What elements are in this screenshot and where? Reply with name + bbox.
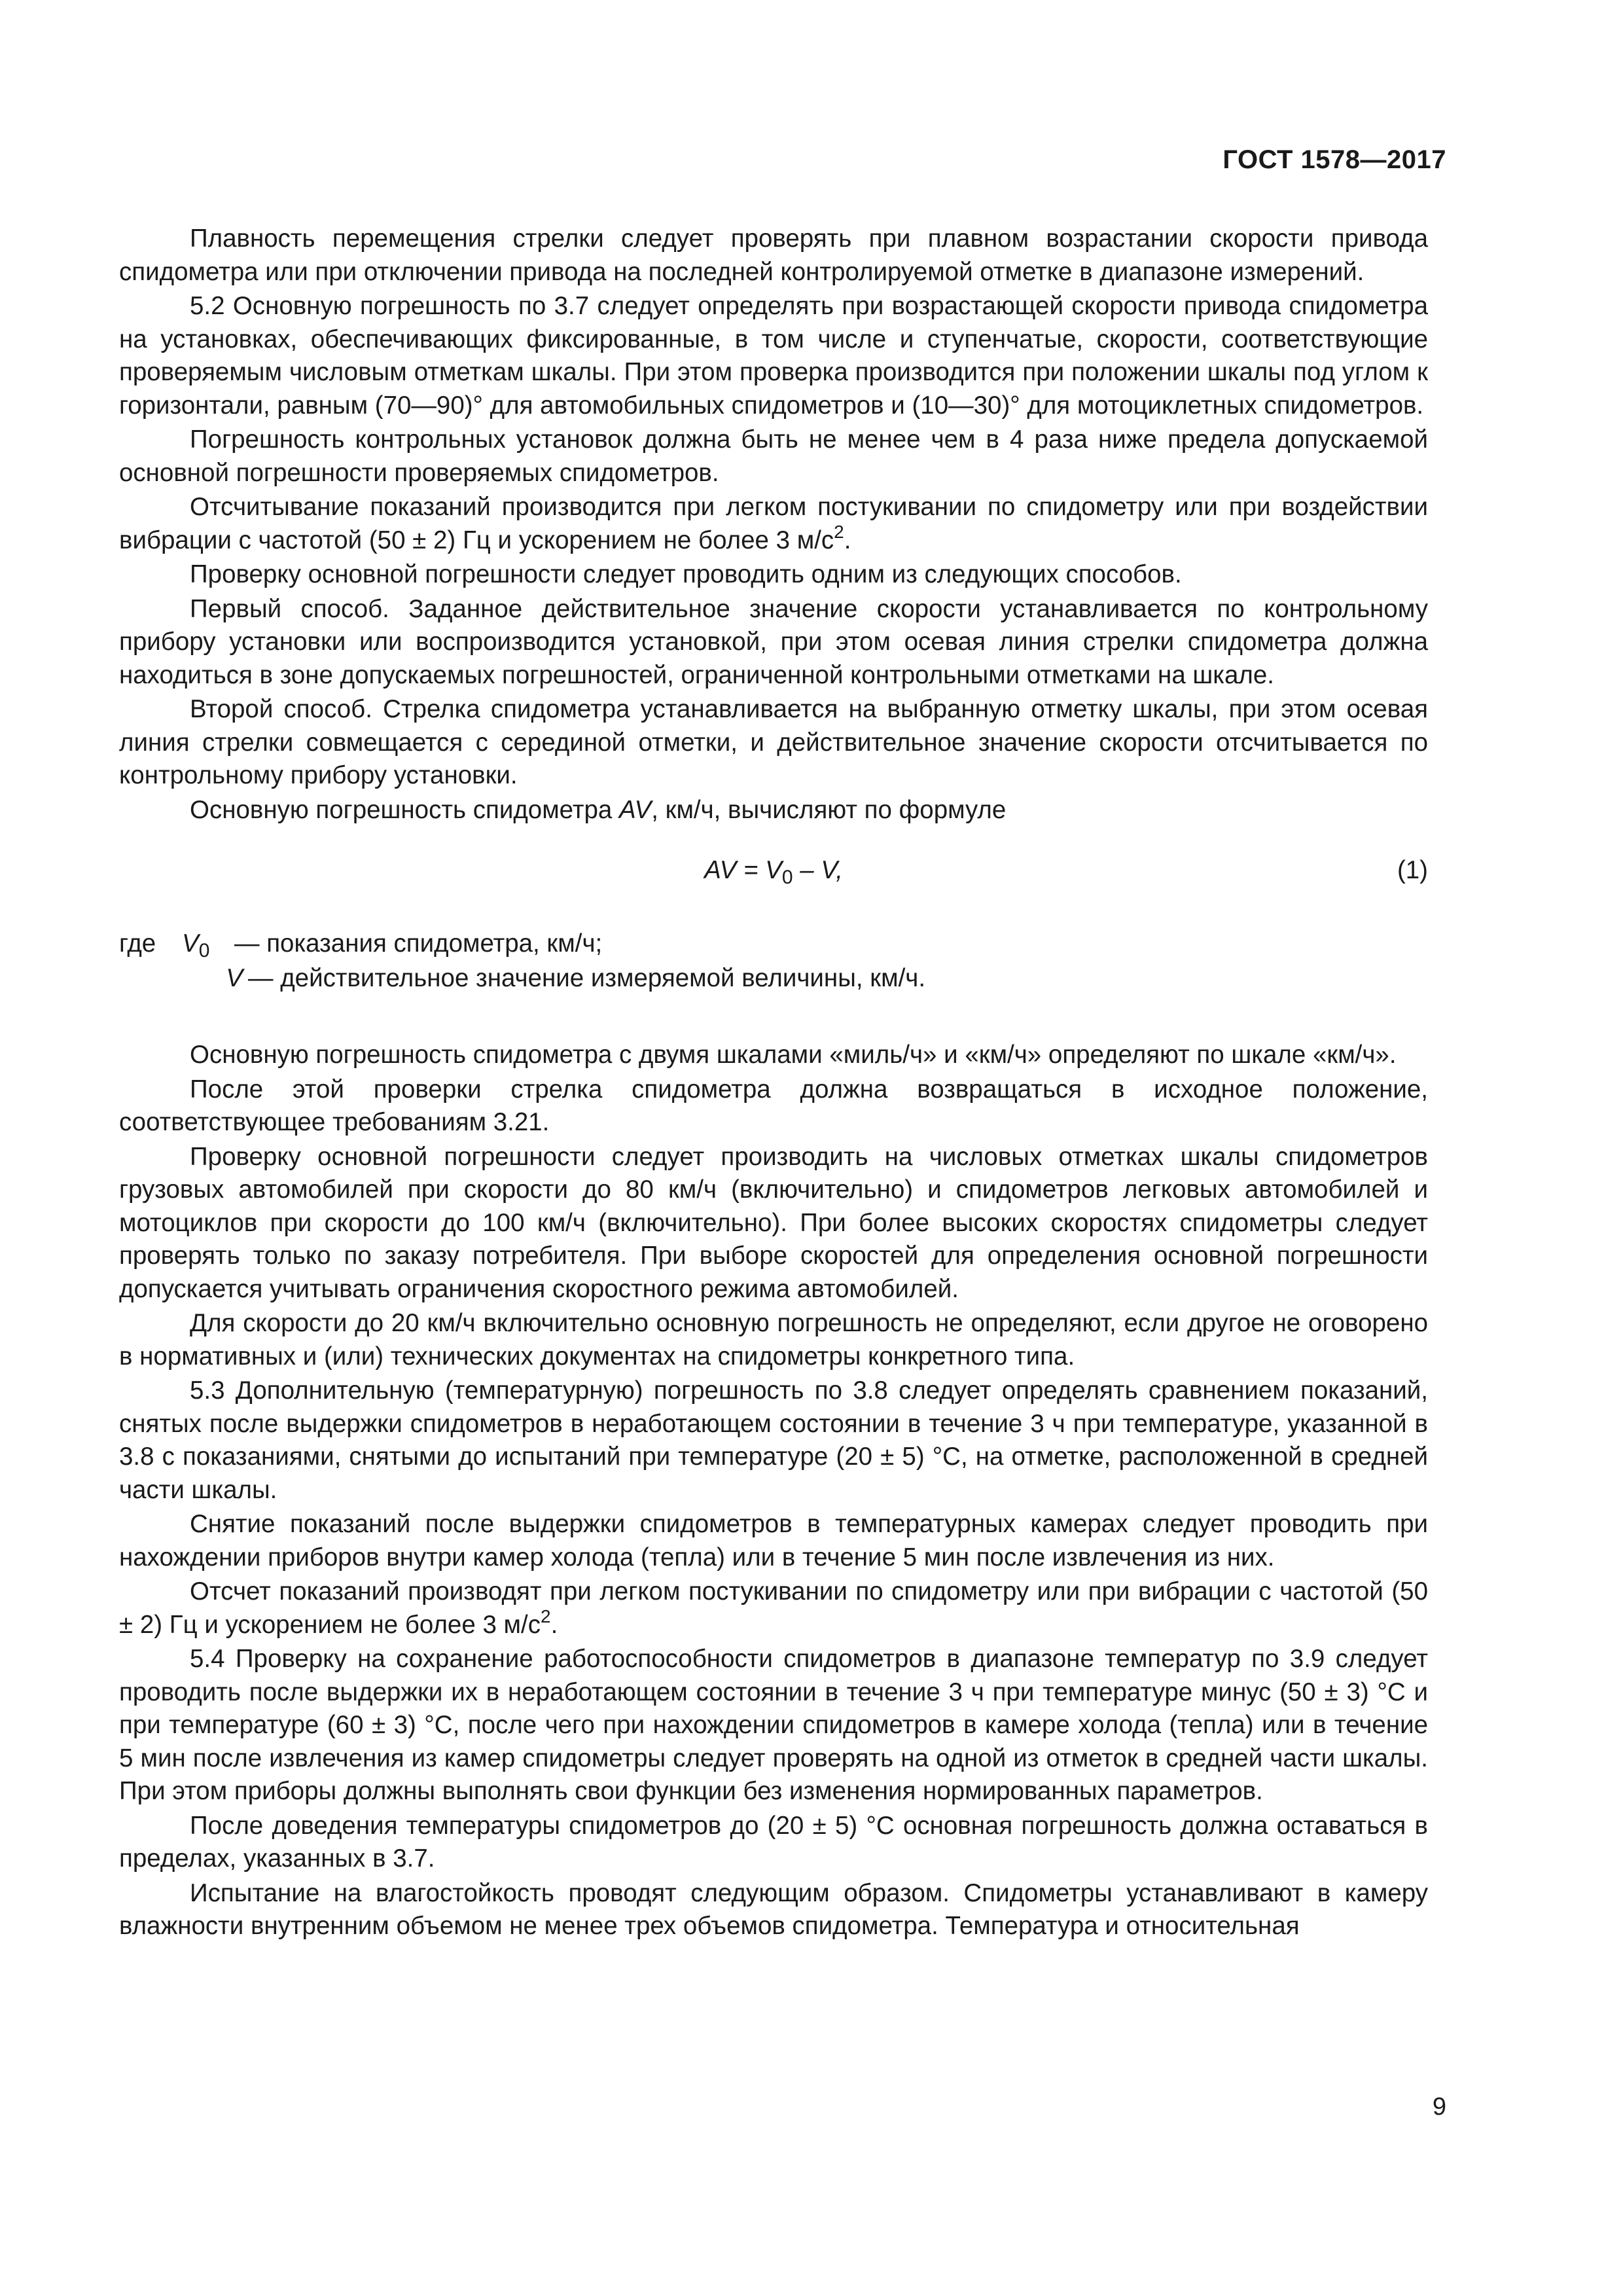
symbol-subscript: 0 (198, 940, 210, 961)
formula-row (119, 846, 1428, 899)
formula-number: (1) (1397, 856, 1428, 884)
document-code-header: ГОСТ 1578—2017 (1222, 145, 1446, 174)
text-run: Отсчет показаний производят при легком постукивании по спидометру или при вибрации с частотой (50 ± 2) Гц и ускорением не более 3 м/с (119, 1577, 1428, 1639)
paragraph-two-scales: Основную погрешность спидометра с двумя шкалами «миль/ч» и «км/ч» определяют по шкале «км/ч». (190, 1041, 1397, 1069)
paragraph-return-position: После этой проверки стрелка спидометра должна возвращаться в исходное положение, соответствующее требованиям 3.21. (119, 1075, 1428, 1136)
paragraph-check-marks: Проверку основной погрешности следует производить на числовых отметках шкалы спидометров грузовых автомобилей при скорости до 80 км/ч (включительно) и спидометров легковых автомобилей и мотоциклов при скорости до 100 км/ч (включительно). При более высоких скоростях спидометры следует проверять только по заказу потребителя. При выборе скоростей для определения основной погрешности допускается учитывать ограничения скоростного режима автомобилей. (119, 1142, 1428, 1303)
paragraph-methods-intro: Проверку основной погрешности следует проводить одним из следующих способов. (190, 560, 1182, 588)
page-number: 9 (1432, 2093, 1446, 2121)
formula-rhs: – V, (793, 856, 843, 884)
text-run: , км/ч, вычисляют по формуле (651, 795, 1007, 824)
legend-where-label: где (119, 929, 156, 958)
paragraph-temperature-chambers: Снятие показаний после выдержки спидометров в температурных камерах следует проводить при нахождении приборов внутри камер холода (тепла) или в течение 5 мин после извлечения из них. (119, 1510, 1428, 1571)
paragraph-method-two: Второй способ. Стрелка спидометра устанавливается на выбранную отметку шкалы, при этом осевая линия стрелки совмещается с серединой отметки, и действительное значение скорости отсчитывается по контрольному прибору установки. (119, 695, 1428, 789)
paragraph-control-installation-error: Погрешность контрольных установок должна быть не менее чем в 4 раза ниже предела допускаемой основной погрешности проверяемых спидометров. (119, 425, 1428, 487)
symbol-av: AV (618, 795, 652, 824)
paragraph-after-temperature: После доведения температуры спидометров до (20 ± 5) °С основная погрешность должна оставаться в пределах, указанных в 3.7. (119, 1811, 1428, 1873)
text-run: . (550, 1610, 558, 1639)
text-run: Основную погрешность спидометра (190, 795, 619, 824)
formula-legend (119, 927, 1428, 997)
legend-description: — действительное значение измеряемой величины, км/ч. (248, 964, 926, 992)
text-run: Отсчитывание показаний производится при легком постукивании по спидометру или при воздействии вибрации с частотой (50 ± 2) Гц и ускорением не более 3 м/с (119, 493, 1428, 554)
legend-description: — показания спидометра, км/ч; (234, 929, 603, 958)
paragraph-reading-vibration-2 (119, 1575, 1428, 1641)
formula-subscript: 0 (781, 867, 793, 888)
paragraph-low-speed: Для скорости до 20 км/ч включительно основную погрешность не определяют, если другое не оговорено в нормативных и (или) технических документах на спидометры конкретного типа. (119, 1309, 1428, 1371)
symbol-text: V (226, 964, 243, 992)
superscript: 2 (540, 1605, 551, 1626)
paragraph-formula-intro (119, 794, 1428, 827)
paragraph-5-4: 5.4 Проверку на сохранение работоспособности спидометров в диапазоне температур по 3.9 следует проводить после выдержки их в неработающем состоянии в течение 3 ч при температуре минус (50 ± 3) °С и при температуре (60 ± 3) °С, после чего при нахождении спидометров в камере холода (тепла) или в течение 5 мин после извлечения из камер спидометры следует проверять на одной из отметок в средней части шкалы. При этом приборы должны выполнять свои функции без изменения нормированных параметров. (119, 1645, 1428, 1805)
legend-symbol (182, 962, 248, 996)
formula (119, 854, 1428, 895)
paragraph-method-one: Первый способ. Заданное действительное значение скорости устанавливается по контрольному прибору установки или воспроизводится установкой, при этом осевая линия стрелки спидометра должна находиться в зоне допускаемых погрешностей, ограниченной контрольными отметками на шкале. (119, 594, 1428, 689)
paragraph-needle-smoothness: Плавность перемещения стрелки следует проверять при плавном возрастании скорости привода спидометра или при отключении привода на последней контролируемой отметке в диапазоне измерений. (119, 224, 1428, 286)
paragraph-5-3: 5.3 Дополнительную (температурную) погрешность по 3.8 следует определять сравнением показаний, снятых после выдержки спидометров в неработающем состоянии в течение 3 ч при температуре, указанной в 3.8 с показаниями, снятыми до испытаний при температуре (20 ± 5) °С, на отметке, расположенной в средней части шкалы. (119, 1376, 1428, 1504)
document-body (119, 223, 1428, 1943)
superscript: 2 (834, 521, 844, 542)
formula-lhs: AV = V (704, 856, 782, 884)
symbol-text: V (182, 929, 199, 958)
paragraph-reading-vibration (119, 491, 1428, 557)
paragraph-humidity-test: Испытание на влагостойкость проводят следующим образом. Спидометры устанавливают в камеру влажности внутренним объемом не менее трех объемов спидометра. Температура и относительная (119, 1878, 1428, 1940)
legend-line (119, 927, 1428, 962)
paragraph-5-2: 5.2 Основную погрешность по 3.7 следует определять при возрастающей скорости привода спидометра на установках, обеспечивающих фиксированные, в том числе и ступенчатые, скорости, соответствующие проверяемым числовым отметкам шкалы. При этом проверка производится при положении шкалы под углом к горизонтали, равным (70—90)° для автомобильных спидометров и (10—30)° для мотоциклетных спидометров. (119, 292, 1428, 420)
text-run: . (844, 526, 851, 554)
legend-line (119, 962, 1428, 997)
